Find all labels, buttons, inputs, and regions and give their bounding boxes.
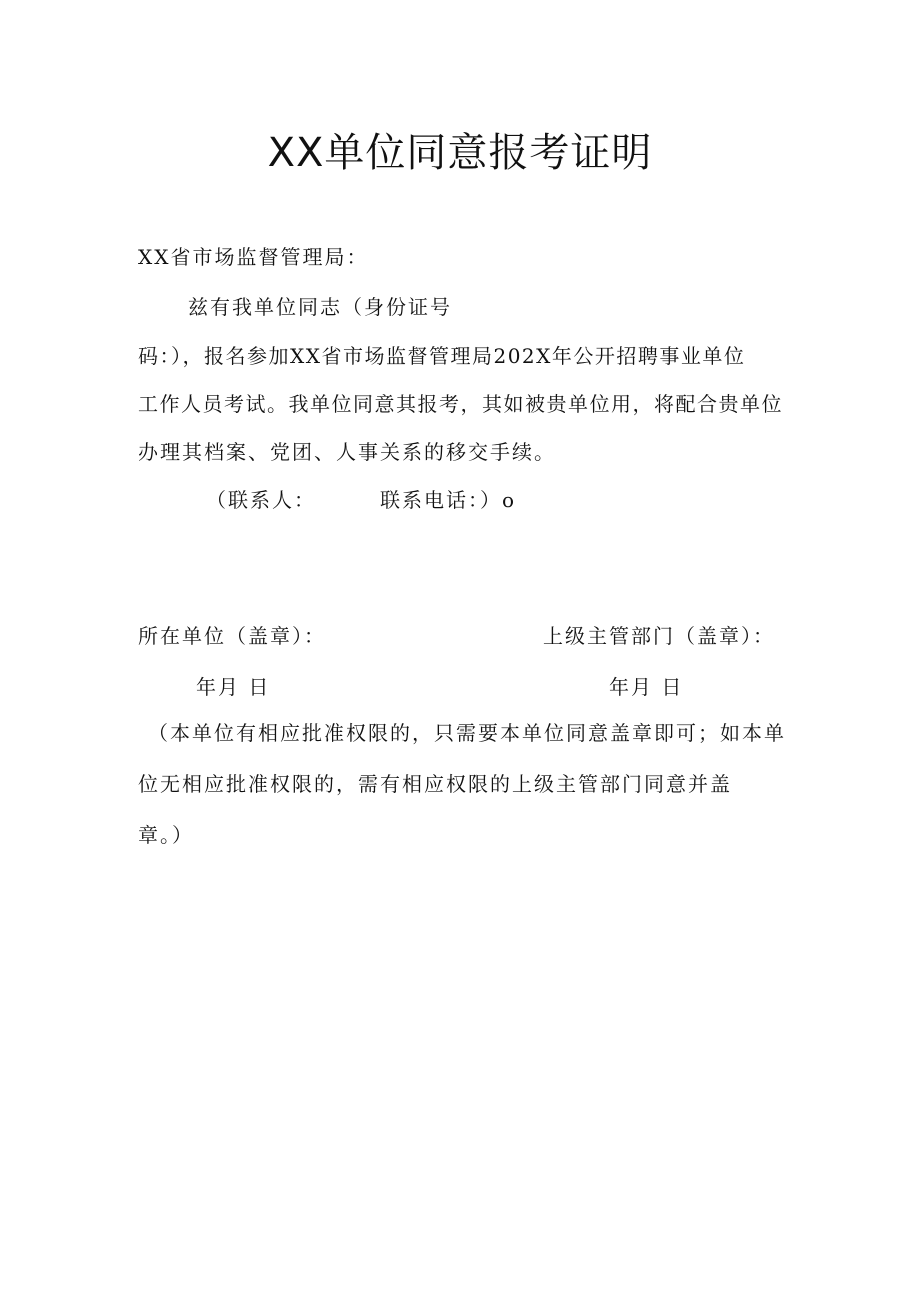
contact-person-label: （联系人： (206, 488, 316, 512)
body-line-1: 兹有我单位同志（身份证号 (188, 295, 452, 319)
stamp-right-label: 上级主管部门（盖章）： (543, 624, 775, 648)
body-line-3: 工作人员考试。我单位同意其报考，其如被贵单位用，将配合贵单位 (138, 392, 783, 416)
stamp-left-label: 所在单位（盖章）： (138, 624, 326, 648)
note-line-1: （本单位有相应批准权限的，只需要本单位同意盖章即可；如本单 (148, 721, 786, 745)
addressee: XX省市场监督管理局： (138, 245, 369, 269)
body-line-2: 码：），报名参加XX省市场监督管理局202X年公开招聘事业单位 (138, 344, 746, 368)
date-left: 年月 日 (196, 675, 271, 699)
document-title: XX单位同意报考证明 (267, 130, 653, 176)
note-line-2: 位无相应批准权限的，需有相应权限的上级主管部门同意并盖 (138, 772, 732, 796)
note-line-3: 章。） (138, 823, 194, 847)
date-right: 年月 日 (609, 675, 684, 699)
body-line-4: 办理其档案、党团、人事关系的移交手续。 (138, 440, 556, 464)
contact-phone-label: 联系电话：）o (380, 488, 517, 512)
